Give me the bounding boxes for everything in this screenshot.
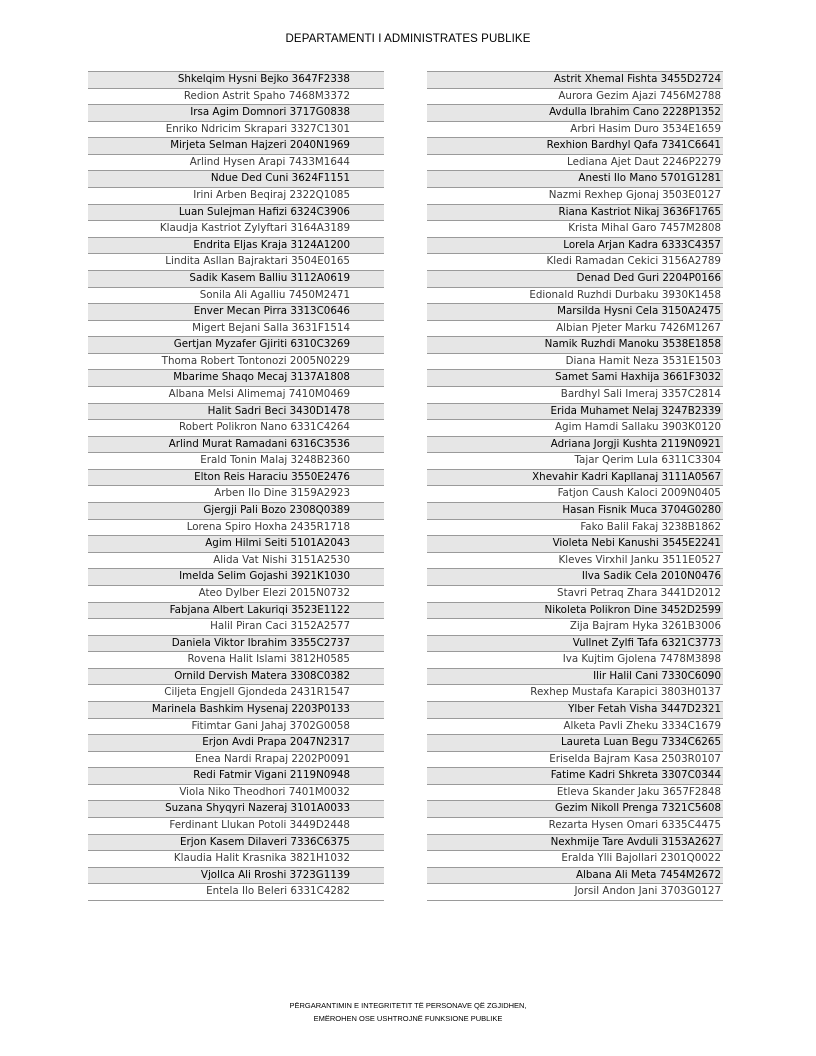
right-name-row: Erida Muhamet Nelaj 3247B2339 [427, 404, 723, 421]
right-name-row: Kleves Virxhil Janku 3511E0527 [427, 553, 723, 570]
right-name-row: Nazmi Rexhep Gjonaj 3503E0127 [427, 188, 723, 205]
right-name-row: Rexhep Mustafa Karapici 3803H0137 [427, 685, 723, 702]
left-name-row: Sonila Ali Agalliu 7450M2471 [88, 288, 384, 305]
left-name-row: Arlind Murat Ramadani 6316C3536 [88, 437, 384, 454]
left-name-row: Shkelqim Hysni Bejko 3647F2338 [88, 72, 384, 89]
right-name-row: Namik Ruzhdi Manoku 3538E1858 [427, 337, 723, 354]
right-name-row: Fako Balil Fakaj 3238B1862 [427, 520, 723, 537]
left-name-row: Mirjeta Selman Hajzeri 2040N1969 [88, 138, 384, 155]
right-name-row: Eralda Ylli Bajollari 2301Q0022 [427, 851, 723, 868]
left-name-row: Viola Niko Theodhori 7401M0032 [88, 785, 384, 802]
left-name-row: Fitimtar Gani Jahaj 3702G0058 [88, 719, 384, 736]
left-name-row: Luan Sulejman Hafizi 6324C3906 [88, 205, 384, 222]
right-name-row: Hasan Fisnik Muca 3704G0280 [427, 503, 723, 520]
left-name-row: Lorena Spiro Hoxha 2435R1718 [88, 520, 384, 537]
left-name-row: Ndue Ded Cuni 3624F1151 [88, 171, 384, 188]
left-name-row: Suzana Shyqyri Nazeraj 3101A0033 [88, 801, 384, 818]
left-name-row: Alida Vat Nishi 3151A2530 [88, 553, 384, 570]
right-name-row: Iva Kujtim Gjolena 7478M3898 [427, 652, 723, 669]
right-name-row: Ilir Halil Cani 7330C6090 [427, 669, 723, 686]
left-name-row: Vjollca Ali Rroshi 3723G1139 [88, 868, 384, 885]
left-name-row: Irini Arben Beqiraj 2322Q1085 [88, 188, 384, 205]
left-name-row: Ciljeta Engjell Gjondeda 2431R1547 [88, 685, 384, 702]
right-name-row: Nikoleta Polikron Dine 3452D2599 [427, 603, 723, 620]
left-name-row: Arlind Hysen Arapi 7433M1644 [88, 155, 384, 172]
right-name-row: Zija Bajram Hyka 3261B3006 [427, 619, 723, 636]
left-name-row: Lindita Asllan Bajraktari 3504E0165 [88, 254, 384, 271]
right-name-row: Laureta Luan Begu 7334C6265 [427, 735, 723, 752]
left-name-row: Daniela Viktor Ibrahim 3355C2737 [88, 636, 384, 653]
left-name-row: Entela Ilo Beleri 6331C4282 [88, 884, 384, 901]
footer-line-2: EMËROHEN OSE USHTROJNË FUNKSIONE PUBLIKE [313, 1014, 503, 1023]
right-name-row: Gezim Nikoll Prenga 7321C5608 [427, 801, 723, 818]
left-name-row: Thoma Robert Tontonozi 2005N0229 [88, 354, 384, 371]
left-name-row: Ateo Dylber Elezi 2015N0732 [88, 586, 384, 603]
left-name-row: Fabjana Albert Lakuriqi 3523E1122 [88, 603, 384, 620]
left-name-row: Klaudja Kastriot Zylyftari 3164A3189 [88, 221, 384, 238]
right-name-row: Etleva Skander Jaku 3657F2848 [427, 785, 723, 802]
right-name-row: Jorsil Andon Jani 3703G0127 [427, 884, 723, 901]
left-name-row: Halil Piran Caci 3152A2577 [88, 619, 384, 636]
right-name-row: Ylber Fetah Visha 3447D2321 [427, 702, 723, 719]
right-name-row: Agim Hamdi Sallaku 3903K0120 [427, 420, 723, 437]
right-name-row: Avdulla Ibrahim Cano 2228P1352 [427, 105, 723, 122]
right-name-row: Fatjon Caush Kaloci 2009N0405 [427, 486, 723, 503]
left-name-row: Sadik Kasem Balliu 3112A0619 [88, 271, 384, 288]
left-name-row: Enver Mecan Pirra 3313C0646 [88, 304, 384, 321]
left-name-row: Migert Bejani Salla 3631F1514 [88, 321, 384, 338]
right-name-row: Lediana Ajet Daut 2246P2279 [427, 155, 723, 172]
left-name-row: Erjon Avdi Prapa 2047N2317 [88, 735, 384, 752]
left-name-row: Agim Hilmi Seiti 5101A2043 [88, 536, 384, 553]
right-name-row: Anesti Ilo Mano 5701G1281 [427, 171, 723, 188]
left-name-row: Robert Polikron Nano 6331C4264 [88, 420, 384, 437]
left-name-row: Erjon Kasem Dilaveri 7336C6375 [88, 835, 384, 852]
left-name-row: Marinela Bashkim Hysenaj 2203P0133 [88, 702, 384, 719]
right-name-row: Kledi Ramadan Cekici 3156A2789 [427, 254, 723, 271]
left-name-row: Redi Fatmir Vigani 2119N0948 [88, 768, 384, 785]
footer [0, 999, 816, 1025]
right-name-row: Diana Hamit Neza 3531E1503 [427, 354, 723, 371]
left-name-row: Gjergji Pali Bozo 2308Q0389 [88, 503, 384, 520]
left-name-row: Enriko Ndricim Skrapari 3327C1301 [88, 122, 384, 139]
right-name-row: Fatime Kadri Shkreta 3307C0344 [427, 768, 723, 785]
right-name-row: Edionald Ruzhdi Durbaku 3930K1458 [427, 288, 723, 305]
right-name-row: Aurora Gezim Ajazi 7456M2788 [427, 89, 723, 106]
footer-line-1: PËRGARANTIMIN E INTEGRITETIT TË PERSONAVE QË ZGJIDHEN, [289, 1001, 527, 1010]
left-name-row: Erald Tonin Malaj 3248B2360 [88, 453, 384, 470]
right-name-row: Alketa Pavli Zheku 3334C1679 [427, 719, 723, 736]
right-name-row: Marsilda Hysni Cela 3150A2475 [427, 304, 723, 321]
left-name-row: Gertjan Myzafer Gjiriti 6310C3269 [88, 337, 384, 354]
right-name-row: Ilva Sadik Cela 2010N0476 [427, 569, 723, 586]
left-name-row: Ornild Dervish Matera 3308C0382 [88, 669, 384, 686]
right-name-row: Riana Kastriot Nikaj 3636F1765 [427, 205, 723, 222]
left-name-row: Ferdinant Llukan Potoli 3449D2448 [88, 818, 384, 835]
left-name-list [88, 71, 384, 901]
right-name-row: Albian Pjeter Marku 7426M1267 [427, 321, 723, 338]
right-name-row: Rexhion Bardhyl Qafa 7341C6641 [427, 138, 723, 155]
right-name-row: Nexhmije Tare Avduli 3153A2627 [427, 835, 723, 852]
right-name-row: Astrit Xhemal Fishta 3455D2724 [427, 72, 723, 89]
left-name-row: Imelda Selim Gojashi 3921K1030 [88, 569, 384, 586]
right-name-row: Lorela Arjan Kadra 6333C4357 [427, 238, 723, 255]
right-name-row: Xhevahir Kadri Kapllanaj 3111A0567 [427, 470, 723, 487]
right-name-row: Krista Mihal Garo 7457M2808 [427, 221, 723, 238]
right-name-row: Samet Sami Haxhija 3661F3032 [427, 370, 723, 387]
right-name-row: Vullnet Zylfi Tafa 6321C3773 [427, 636, 723, 653]
left-name-row: Endrita Eljas Kraja 3124A1200 [88, 238, 384, 255]
left-name-row: Klaudia Halit Krasnika 3821H1032 [88, 851, 384, 868]
right-name-row: Arbri Hasim Duro 3534E1659 [427, 122, 723, 139]
left-name-row: Enea Nardi Rrapaj 2202P0091 [88, 752, 384, 769]
right-name-row: Tajar Qerim Lula 6311C3304 [427, 453, 723, 470]
page-title: DEPARTAMENTI I ADMINISTRATES PUBLIKE [285, 33, 531, 45]
left-name-row: Arben Ilo Dine 3159A2923 [88, 486, 384, 503]
left-name-row: Mbarime Shaqo Mecaj 3137A1808 [88, 370, 384, 387]
right-name-row: Eriselda Bajram Kasa 2503R0107 [427, 752, 723, 769]
left-name-row: Halit Sadri Beci 3430D1478 [88, 404, 384, 421]
left-name-row: Redion Astrit Spaho 7468M3372 [88, 89, 384, 106]
left-name-row: Rovena Halit Islami 3812H0585 [88, 652, 384, 669]
right-name-row: Denad Ded Guri 2204P0166 [427, 271, 723, 288]
left-name-row: Elton Reis Haraciu 3550E2476 [88, 470, 384, 487]
right-name-row: Albana Ali Meta 7454M2672 [427, 868, 723, 885]
right-name-row: Stavri Petraq Zhara 3441D2012 [427, 586, 723, 603]
right-name-row: Violeta Nebi Kanushi 3545E2241 [427, 536, 723, 553]
right-name-row: Rezarta Hysen Omari 6335C4475 [427, 818, 723, 835]
left-name-row: Albana Melsi Alimemaj 7410M0469 [88, 387, 384, 404]
right-name-list [427, 71, 723, 901]
right-name-row: Bardhyl Sali Imeraj 3357C2814 [427, 387, 723, 404]
right-name-row: Adriana Jorgji Kushta 2119N0921 [427, 437, 723, 454]
left-name-row: Irsa Agim Domnori 3717G0838 [88, 105, 384, 122]
